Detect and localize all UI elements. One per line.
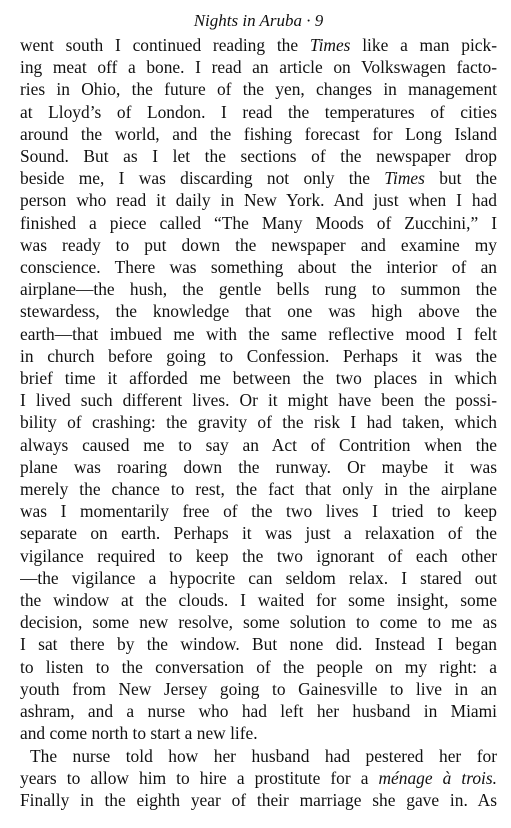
text-line <box>20 633 497 655</box>
text-line <box>20 167 497 189</box>
text-segment: years to allow him to hire a prostitute for a <box>20 767 379 788</box>
italic-text-segment: Times <box>384 168 425 189</box>
text-segment: in church before going to Confession. Perhaps it was the <box>20 345 497 366</box>
text-line <box>20 545 497 567</box>
text-segment: I lived such different lives. Or it might have been the possi- <box>20 390 497 411</box>
text-line <box>20 101 497 123</box>
text-segment: the window at the clouds. I waited for some insight, some <box>20 590 497 611</box>
text-segment: brief time it afforded me between the two places in which <box>20 368 497 389</box>
text-line <box>20 300 497 322</box>
text-line <box>20 478 497 500</box>
text-line <box>20 522 497 544</box>
text-line <box>20 567 497 589</box>
text-line <box>20 123 497 145</box>
text-segment: earth—that imbued me with the same reflective mood I felt <box>20 323 497 344</box>
text-segment: decision, some new resolve, some solution to come to me as <box>20 612 497 633</box>
text-segment: The nurse told how her husband had pestered her for <box>30 745 497 766</box>
text-segment: vigilance required to keep the two ignorant of each other <box>20 545 497 566</box>
text-line <box>20 323 497 345</box>
text-line <box>20 411 497 433</box>
text-line <box>20 256 497 278</box>
text-line <box>20 145 497 167</box>
text-line <box>20 189 497 211</box>
text-line <box>20 212 497 234</box>
text-segment: finished a piece called “The Many Moods of Zucchini,” I <box>20 212 497 233</box>
text-line <box>20 234 497 256</box>
text-segment: Sound. But as I let the sections of the newspaper drop <box>20 146 497 167</box>
text-line <box>20 789 497 811</box>
text-segment: merely the chance to rest, the fact that only in the airplane <box>20 479 497 500</box>
text-segment: youth from New Jersey going to Gainesville to live in an <box>20 678 497 699</box>
text-segment: around the world, and the fishing forecast for Long Island <box>20 123 497 144</box>
text-line <box>20 367 497 389</box>
text-segment: conscience. There was something about the interior of an <box>20 257 497 278</box>
text-segment: plane was roaring down the runway. Or maybe it was <box>20 456 497 477</box>
text-line <box>20 656 497 678</box>
page-number: 9 <box>314 11 324 30</box>
italic-text-segment: Times <box>309 35 351 55</box>
text-line <box>20 611 497 633</box>
text-line <box>20 434 497 456</box>
text-line <box>20 389 497 411</box>
text-segment: like a man pick- <box>350 35 497 55</box>
text-line <box>20 745 497 767</box>
book-page <box>20 10 497 811</box>
text-line <box>20 345 497 367</box>
text-segment: but the <box>424 168 497 189</box>
text-segment: I sat there by the window. But none did. Instead I began <box>20 634 497 655</box>
text-line <box>20 589 497 611</box>
text-segment: —the vigilance a hypocrite can seldom relax. I stared out <box>20 567 497 588</box>
text-segment: beside me, I was discarding not only the <box>20 168 385 189</box>
running-title: Nights in Aruba <box>193 11 303 30</box>
text-line <box>20 722 497 744</box>
text-segment: at Lloyd’s of London. I read the temperatures of cities <box>20 101 497 122</box>
text-line <box>20 278 497 300</box>
text-segment: airplane—the hush, the gentle bells rung to summon the <box>20 279 497 300</box>
text-segment: ing meat off a bone. I read an article on Volkswagen facto- <box>20 57 497 78</box>
text-segment: always caused me to say an Act of Contrition when the <box>20 434 497 455</box>
running-head <box>20 10 497 32</box>
text-segment: Finally in the eighth year of their marriage she gave in. As <box>20 789 497 810</box>
text-segment: ashram, and a nurse who had left her husband in Miami <box>20 701 497 722</box>
text-line <box>20 456 497 478</box>
italic-text-segment: ménage à trois. <box>378 767 497 788</box>
text-segment: and come north to start a new life. <box>20 723 258 744</box>
header-separator: · <box>306 11 311 30</box>
text-segment: was I momentarily free of the two lives I tried to keep <box>20 501 497 522</box>
text-line <box>20 78 497 100</box>
text-segment: was ready to put down the newspaper and examine my <box>20 234 497 255</box>
text-line <box>20 700 497 722</box>
text-segment: person who read it daily in New York. And just when I had <box>20 190 497 211</box>
text-line <box>20 34 497 56</box>
text-segment: separate on earth. Perhaps it was just a relaxation of the <box>20 523 497 544</box>
body-text <box>20 34 497 811</box>
text-segment: stewardess, the knowledge that one was high above the <box>20 301 497 322</box>
text-segment: to listen to the conversation of the people on my right: a <box>20 656 497 677</box>
text-line <box>20 56 497 78</box>
text-line <box>20 767 497 789</box>
text-line <box>20 500 497 522</box>
text-line <box>20 678 497 700</box>
text-segment: went south I continued reading the <box>20 35 310 55</box>
text-segment: ries in Ohio, the future of the yen, changes in management <box>20 79 497 100</box>
text-segment: bility of crashing: the gravity of the risk I had taken, which <box>20 412 497 433</box>
